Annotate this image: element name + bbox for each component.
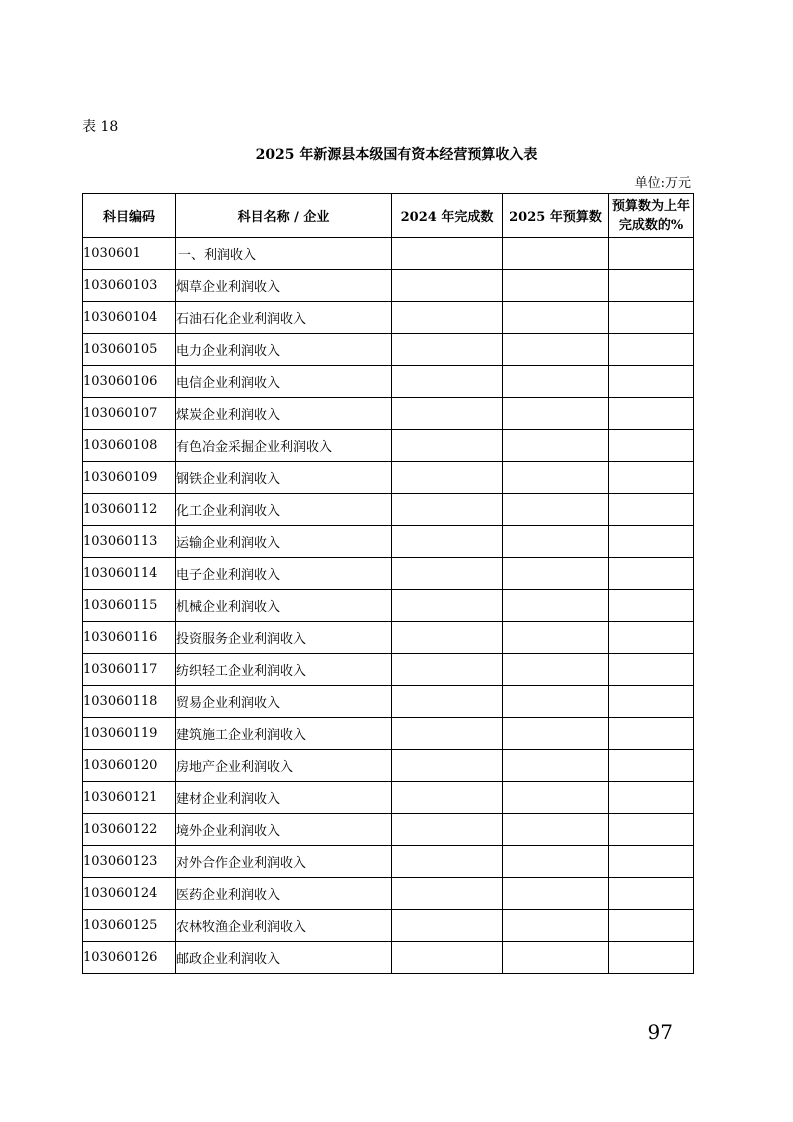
cell-ratio <box>609 878 694 910</box>
cell-name: 邮政企业利润收入 <box>176 942 392 974</box>
table-row <box>83 718 694 750</box>
table-row <box>83 910 694 942</box>
cell-code: 103060122 <box>83 814 176 846</box>
cell-code: 103060112 <box>83 494 176 526</box>
cell-completed-2024 <box>392 302 503 334</box>
cell-name: 贸易企业利润收入 <box>176 686 392 718</box>
table-row <box>83 590 694 622</box>
unit-label: 单位:万元 <box>634 176 691 191</box>
cell-name: 建材企业利润收入 <box>176 782 392 814</box>
cell-budget-2025 <box>503 622 609 654</box>
cell-budget-2025 <box>503 590 609 622</box>
cell-budget-2025 <box>503 238 609 270</box>
table-row <box>83 366 694 398</box>
cell-ratio <box>609 494 694 526</box>
cell-budget-2025 <box>503 654 609 686</box>
table-row <box>83 302 694 334</box>
cell-code: 103060123 <box>83 846 176 878</box>
cell-ratio <box>609 718 694 750</box>
cell-code: 103060107 <box>83 398 176 430</box>
cell-name: 石油石化企业利润收入 <box>176 302 392 334</box>
page-number: 97 <box>647 1020 673 1044</box>
cell-budget-2025 <box>503 302 609 334</box>
cell-ratio <box>609 398 694 430</box>
table-row <box>83 558 694 590</box>
header-ratio: 预算数为上年完成数的% <box>609 194 694 238</box>
cell-code: 103060116 <box>83 622 176 654</box>
cell-code: 103060120 <box>83 750 176 782</box>
header-name: 科目名称 / 企业 <box>176 194 392 238</box>
budget-table <box>82 193 694 974</box>
cell-ratio <box>609 430 694 462</box>
cell-completed-2024 <box>392 366 503 398</box>
table-row <box>83 270 694 302</box>
cell-completed-2024 <box>392 654 503 686</box>
cell-ratio <box>609 270 694 302</box>
table-row <box>83 430 694 462</box>
table-label: 表 18 <box>82 119 119 135</box>
cell-budget-2025 <box>503 942 609 974</box>
cell-completed-2024 <box>392 814 503 846</box>
cell-name: 纺织轻工企业利润收入 <box>176 654 392 686</box>
cell-code: 103060121 <box>83 782 176 814</box>
cell-name: 化工企业利润收入 <box>176 494 392 526</box>
cell-code: 103060117 <box>83 654 176 686</box>
cell-name: 运输企业利润收入 <box>176 526 392 558</box>
cell-code: 103060106 <box>83 366 176 398</box>
cell-budget-2025 <box>503 878 609 910</box>
cell-ratio <box>609 366 694 398</box>
cell-completed-2024 <box>392 750 503 782</box>
cell-budget-2025 <box>503 814 609 846</box>
table-row <box>83 334 694 366</box>
table-row <box>83 238 694 270</box>
cell-ratio <box>609 622 694 654</box>
cell-budget-2025 <box>503 494 609 526</box>
table-row <box>83 782 694 814</box>
cell-completed-2024 <box>392 590 503 622</box>
header-budget-2025: 2025 年预算数 <box>503 194 609 238</box>
cell-ratio <box>609 558 694 590</box>
cell-budget-2025 <box>503 462 609 494</box>
cell-completed-2024 <box>392 494 503 526</box>
table-row <box>83 942 694 974</box>
cell-ratio <box>609 750 694 782</box>
cell-code: 103060118 <box>83 686 176 718</box>
cell-budget-2025 <box>503 558 609 590</box>
cell-budget-2025 <box>503 334 609 366</box>
cell-budget-2025 <box>503 782 609 814</box>
cell-code: 103060125 <box>83 910 176 942</box>
cell-budget-2025 <box>503 910 609 942</box>
cell-code: 103060108 <box>83 430 176 462</box>
cell-completed-2024 <box>392 686 503 718</box>
cell-name: 烟草企业利润收入 <box>176 270 392 302</box>
cell-budget-2025 <box>503 686 609 718</box>
cell-name: 一、利润收入 <box>176 238 392 270</box>
cell-code: 103060105 <box>83 334 176 366</box>
cell-name: 农林牧渔企业利润收入 <box>176 910 392 942</box>
table-row <box>83 494 694 526</box>
table-row <box>83 686 694 718</box>
cell-code: 103060124 <box>83 878 176 910</box>
cell-ratio <box>609 942 694 974</box>
cell-budget-2025 <box>503 270 609 302</box>
cell-ratio <box>609 846 694 878</box>
cell-ratio <box>609 526 694 558</box>
cell-completed-2024 <box>392 270 503 302</box>
cell-completed-2024 <box>392 846 503 878</box>
page-title: 2025 年新源县本级国有资本经营预算收入表 <box>255 147 538 163</box>
cell-completed-2024 <box>392 718 503 750</box>
cell-completed-2024 <box>392 462 503 494</box>
table-row <box>83 526 694 558</box>
table-row <box>83 878 694 910</box>
cell-budget-2025 <box>503 430 609 462</box>
cell-budget-2025 <box>503 750 609 782</box>
table-row <box>83 814 694 846</box>
cell-ratio <box>609 686 694 718</box>
cell-completed-2024 <box>392 878 503 910</box>
header-row <box>83 194 694 238</box>
cell-name: 境外企业利润收入 <box>176 814 392 846</box>
cell-completed-2024 <box>392 430 503 462</box>
cell-name: 房地产企业利润收入 <box>176 750 392 782</box>
cell-code: 103060104 <box>83 302 176 334</box>
cell-code: 103060109 <box>83 462 176 494</box>
cell-code: 103060126 <box>83 942 176 974</box>
header-completed-2024: 2024 年完成数 <box>392 194 503 238</box>
cell-code: 103060119 <box>83 718 176 750</box>
cell-ratio <box>609 334 694 366</box>
cell-name: 电子企业利润收入 <box>176 558 392 590</box>
table-row <box>83 654 694 686</box>
cell-code: 103060115 <box>83 590 176 622</box>
cell-completed-2024 <box>392 942 503 974</box>
cell-ratio <box>609 782 694 814</box>
cell-budget-2025 <box>503 846 609 878</box>
cell-ratio <box>609 654 694 686</box>
cell-completed-2024 <box>392 526 503 558</box>
cell-code: 103060103 <box>83 270 176 302</box>
cell-name: 机械企业利润收入 <box>176 590 392 622</box>
header-code: 科目编码 <box>83 194 176 238</box>
table-row <box>83 622 694 654</box>
cell-budget-2025 <box>503 398 609 430</box>
table-row <box>83 846 694 878</box>
cell-ratio <box>609 590 694 622</box>
cell-ratio <box>609 238 694 270</box>
cell-completed-2024 <box>392 910 503 942</box>
cell-name: 电力企业利润收入 <box>176 334 392 366</box>
cell-code: 103060114 <box>83 558 176 590</box>
cell-budget-2025 <box>503 718 609 750</box>
table-row <box>83 398 694 430</box>
cell-name: 钢铁企业利润收入 <box>176 462 392 494</box>
cell-ratio <box>609 302 694 334</box>
cell-ratio <box>609 462 694 494</box>
cell-name: 建筑施工企业利润收入 <box>176 718 392 750</box>
cell-budget-2025 <box>503 526 609 558</box>
table-body <box>83 238 694 974</box>
cell-budget-2025 <box>503 366 609 398</box>
cell-name: 煤炭企业利润收入 <box>176 398 392 430</box>
cell-name: 对外合作企业利润收入 <box>176 846 392 878</box>
cell-name: 电信企业利润收入 <box>176 366 392 398</box>
cell-completed-2024 <box>392 238 503 270</box>
table-row <box>83 462 694 494</box>
cell-ratio <box>609 910 694 942</box>
cell-name: 投资服务企业利润收入 <box>176 622 392 654</box>
cell-name: 有色冶金采掘企业利润收入 <box>176 430 392 462</box>
cell-completed-2024 <box>392 558 503 590</box>
cell-completed-2024 <box>392 622 503 654</box>
cell-code: 103060113 <box>83 526 176 558</box>
cell-completed-2024 <box>392 782 503 814</box>
cell-completed-2024 <box>392 334 503 366</box>
cell-completed-2024 <box>392 398 503 430</box>
table-row <box>83 750 694 782</box>
cell-name: 医药企业利润收入 <box>176 878 392 910</box>
cell-code: 1030601 <box>83 238 176 270</box>
cell-ratio <box>609 814 694 846</box>
